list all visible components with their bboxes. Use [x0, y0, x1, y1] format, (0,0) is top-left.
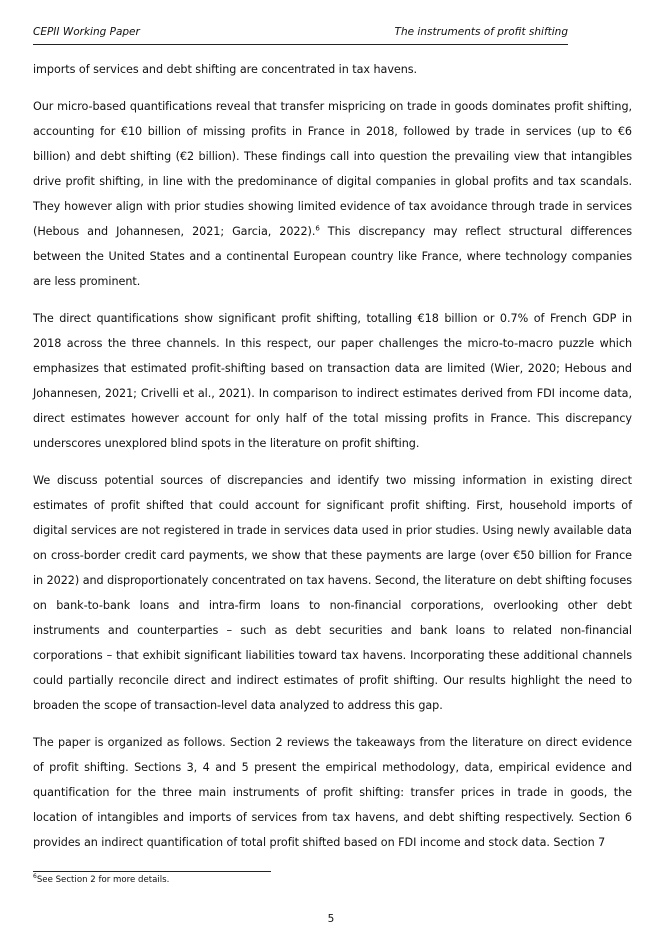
- header-journal: CEPII Working Paper: [33, 26, 140, 38]
- running-header: [33, 24, 568, 40]
- paragraph-3: The direct quantifications show significant profit shifting, totalling €18 billion or 0.7% of French GDP in 2018 across the three channels. In this respect, our paper challenges the micro-to-macro puzzle which emphasizes that estimated profit-shifting based on transaction data are limited (Wier, 2020; Hebous and Johannesen, 2021; Crivelli et al., 2021). In comparison to indirect estimates derived from FDI income data, direct estimates however account for only half of the total missing profits in France. This discrepancy underscores unexplored blind spots in the literature on profit shifting.: [33, 312, 632, 450]
- paragraph-5: The paper is organized as follows. Section 2 reviews the takeaways from the literature on direct evidence of profit shifting. Sections 3, 4 and 5 present the empirical methodology, data, empirical evidence and quantification for the three main instruments of profit shifting: transfer prices in trade in goods, the location of intangibles and imports of services from tax havens, and debt shifting respectively. Section 6 provides an indirect quantification of total profit shifted based on FDI income and stock data. Section 7: [33, 736, 632, 849]
- footnote-text: See Section 2 for more details.: [36, 875, 170, 885]
- paragraph-2-text-a: Our micro-based quantifications reveal that transfer mispricing on trade in goods dominates profit shifting, accounting for €10 billion of missing profits in France in 2018, followed by trade in services (up to €6 billion) and debt shifting (€2 billion). These findings call into question the prevailing view that intangibles drive profit shifting, in line with the predominance of digital companies in global profits and tax scandals. They however align with prior studies showing limited evidence of tax avoidance through trade in services (Hebous and Johannesen, 2021; Garcia, 2022).: [33, 100, 632, 238]
- footnote-number: 6: [33, 873, 37, 881]
- header-rule: [33, 44, 568, 45]
- footnote-ref-6[interactable]: 6: [315, 224, 320, 233]
- header-title: The instruments of profit shifting: [394, 26, 568, 38]
- paragraph-2-text-b: This discrepancy may reflect structural differences between the United States and a continental European country like France, where technology companies are less prominent.: [33, 225, 632, 288]
- paragraph-2: [33, 94, 632, 294]
- body-text: [33, 57, 632, 867]
- paragraph-4: We discuss potential sources of discrepancies and identify two missing information in existing direct estimates of profit shifted that could account for significant profit shifting. First, household imports of digital services are not registered in trade in services data used in prior studies. Using newly available data on cross-border credit card payments, we show that these payments are large (over €50 billion for France in 2022) and disproportionately concentrated on tax havens. Second, the literature on debt shifting focuses on bank-to-bank loans and intra-firm loans to non-financial corporations, overlooking other debt instruments and counterparties – such as debt securities and bank loans to related non-financial corporations – that exhibit significant liabilities toward tax havens. Incorporating these additional channels could partially reconcile direct and indirect estimates of profit shifting. Our results highlight the need to broaden the scope of transaction-level data analyzed to address this gap.: [33, 474, 633, 712]
- footnote-6: [33, 873, 169, 887]
- page-number: 5: [327, 913, 335, 925]
- footnote-rule: [33, 871, 271, 872]
- paragraph-1: imports of services and debt shifting are concentrated in tax havens.: [33, 63, 418, 76]
